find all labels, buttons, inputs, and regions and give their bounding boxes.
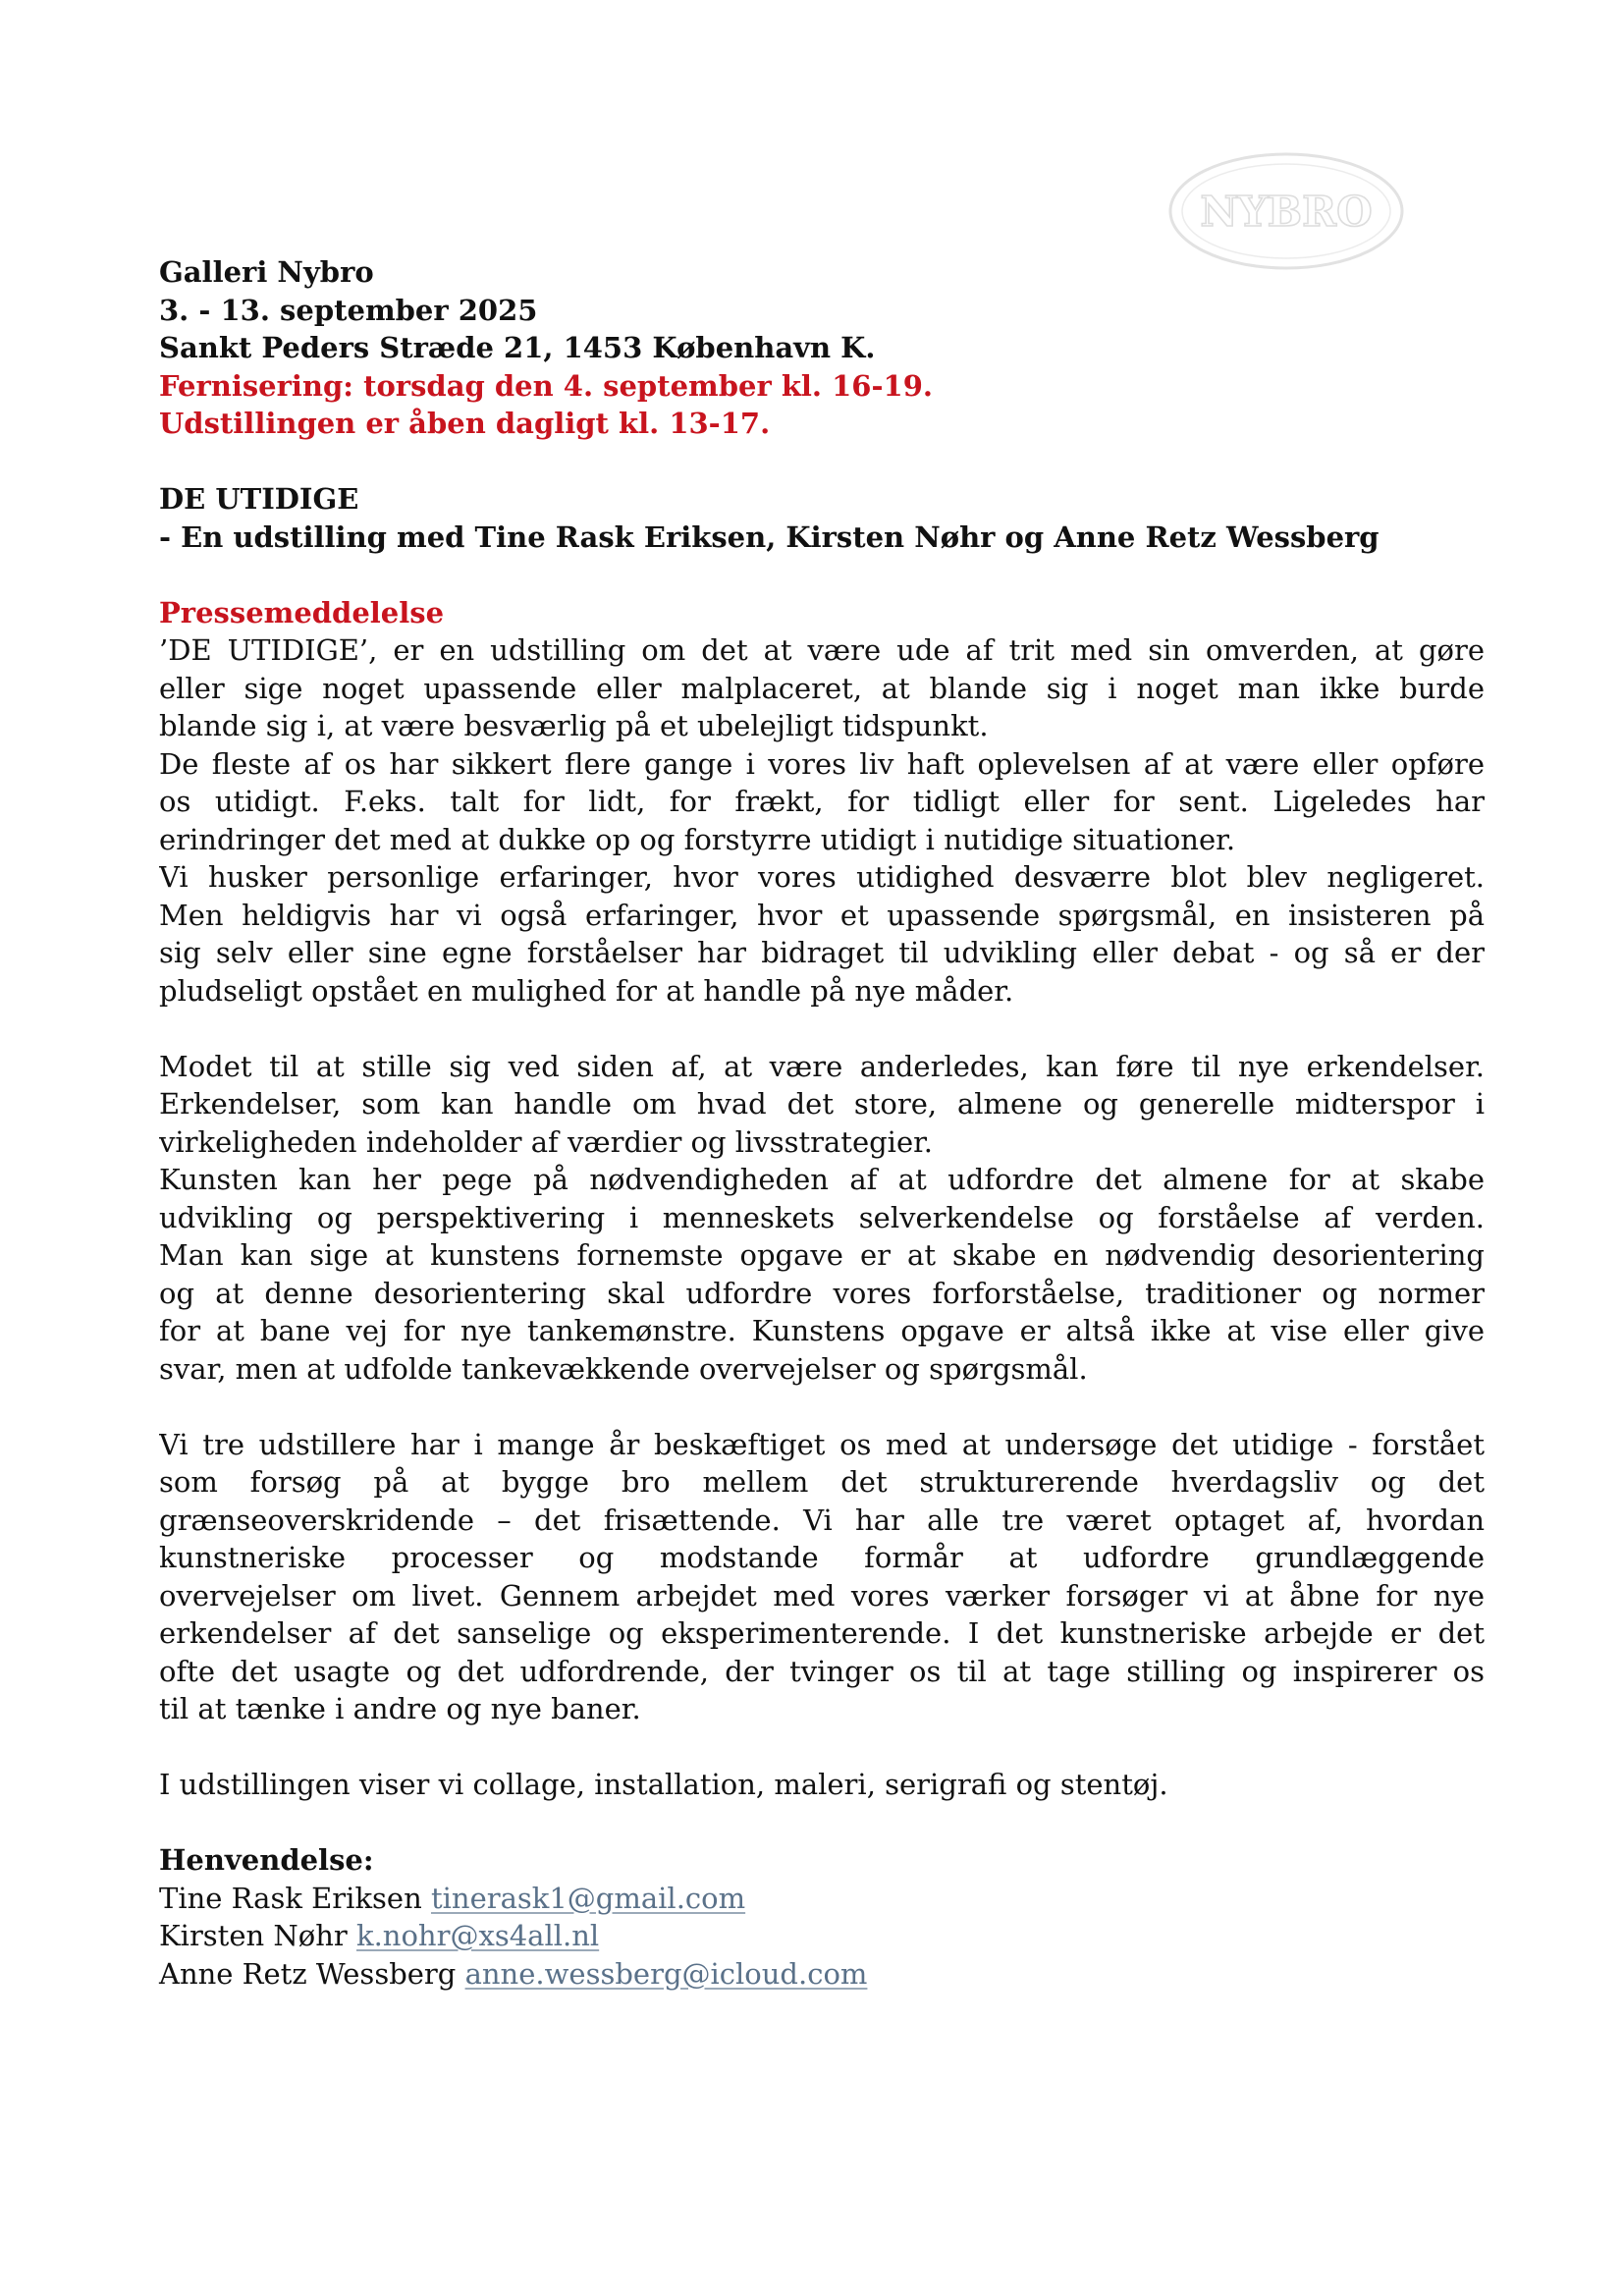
text-line: erkendelser af det sanselige og eksperimenterende. I det kunstneriske arbejde er det (159, 1616, 1485, 1650)
text-line: blande sig i, at være besværlig på et ubelejligt tidspunkt. (159, 709, 989, 742)
text-line: De fleste af os har sikkert flere gange i vores liv haft oplevelsen af at være eller opføre (159, 746, 1485, 781)
paragraph-1 (159, 631, 1485, 1010)
contact-name: Tine Rask Eriksen (159, 1881, 422, 1915)
opening-info: Fernisering: torsdag den 4. september kl. 16-19. (159, 368, 933, 403)
text-line: til at tænke i andre og nye baner. (159, 1692, 641, 1725)
text-line: og at denne desorientering skal udfordre vores forforståelse, traditioner og normer (159, 1276, 1485, 1310)
text-line: svar, men at udfolde tankevækkende overvejelser og spørgsmål. (159, 1351, 1088, 1386)
exhibition-subtitle: - En udstilling med Tine Rask Eriksen, Kirsten Nøhr og Anne Retz Wessberg (159, 519, 1380, 554)
text-line: eller sige noget upassende eller malplaceret, at blande sig i noget man ikke burde (159, 671, 1485, 705)
text-line: ’DE UTIDIGE’, er en udstilling om det at være ude af trit med sin omverden, at gøre (159, 633, 1485, 667)
contact-row (159, 1880, 1485, 1918)
gallery-name: Galleri Nybro (159, 255, 374, 289)
contact-name: Anne Retz Wessberg (159, 1956, 457, 1991)
contact-row (159, 1955, 1485, 1994)
press-heading: Pressemeddelelse (159, 595, 445, 629)
text-line: ofte det usagte og det udfordrende, der tvinger os til at tage stilling og inspirerer os (159, 1654, 1485, 1688)
text-line: udvikling og perspektivering i menneskets selverkendelse og forståelse af verden. (159, 1200, 1485, 1234)
text-line: erindringer det med at dukke op og forstyrre utidigt i nutidige situationer. (159, 822, 1236, 856)
text-line: pludseligt opstået en mulighed for at handle på nye måder. (159, 973, 1014, 1008)
text-line: Kunsten kan her pege på nødvendigheden af at udfordre det almene for at skabe (159, 1163, 1485, 1196)
email-link[interactable]: anne.wessberg@icloud.com (464, 1956, 868, 1991)
exhibition-title: DE UTIDIGE (159, 482, 359, 516)
press-release-document (159, 253, 1485, 1993)
paragraph-3 (159, 1426, 1485, 1728)
contact-name: Kirsten Nøhr (159, 1919, 348, 1952)
text-line: Men heldigvis har vi også erfaringer, hvor et upassende spørgsmål, en insisteren på (159, 898, 1485, 932)
media-list: I udstillingen viser vi collage, installation, maleri, serigrafi og stentøj. (159, 1768, 1168, 1801)
text-line: Erkendelser, som kan handle om hvad det store, almene og generelle midterspor i (159, 1087, 1485, 1121)
contact-section (159, 1841, 1485, 1993)
gallery-address: Sankt Peders Stræde 21, 1453 København K. (159, 331, 876, 364)
text-line: virkeligheden indeholder af værdier og livsstrategier. (159, 1124, 934, 1159)
text-line: Vi husker personlige erfaringer, hvor vores utidighed desværre blot blev negligeret. (159, 860, 1485, 894)
logo-text: NYBRO (1200, 188, 1373, 236)
paragraph-2 (159, 1048, 1485, 1389)
text-line: Modet til at stille sig ved siden af, at være anderledes, kan føre til nye erkendelser. (159, 1049, 1485, 1083)
text-line: som forsøg på at bygge bro mellem det strukturerende hverdagsliv og det (159, 1465, 1485, 1499)
opening-hours: Udstillingen er åben dagligt kl. 13-17. (159, 407, 771, 440)
event-header (159, 253, 1485, 443)
text-line: kunstneriske processer og modstande formår at udfordre grundlæggende (159, 1541, 1485, 1574)
text-line: for at bane vej for nye tankemønstre. Kunstens opgave er altså ikke at vise eller give (159, 1314, 1485, 1347)
exhibition-dates: 3. - 13. september 2025 (159, 293, 538, 327)
email-link[interactable]: k.nohr@xs4all.nl (356, 1919, 600, 1952)
text-line: Man kan sige at kunstens fornemste opgave er at skabe en nødvendig desorientering (159, 1238, 1485, 1272)
contact-heading: Henvendelse: (159, 1843, 374, 1877)
text-line: Vi tre udstillere har i mange år beskæftiget os med at undersøge det utidige - forstået (159, 1427, 1485, 1461)
contact-row (159, 1917, 1485, 1955)
text-line: os utidigt. F.eks. talt for lidt, for frækt, for tidligt eller for sent. Ligeledes har (159, 785, 1485, 818)
text-line: sig selv eller sine egne forståelser har bidraget til udvikling eller debat - og så er der (159, 936, 1485, 969)
text-line: grænseoverskridende – det frisættende. Vi har alle tre været optaget af, hvordan (159, 1503, 1485, 1537)
email-link[interactable]: tinerask1@gmail.com (430, 1881, 746, 1915)
text-line: overvejelser om livet. Gennem arbejdet med vores værker forsøger vi at åbne for nye (159, 1578, 1485, 1613)
